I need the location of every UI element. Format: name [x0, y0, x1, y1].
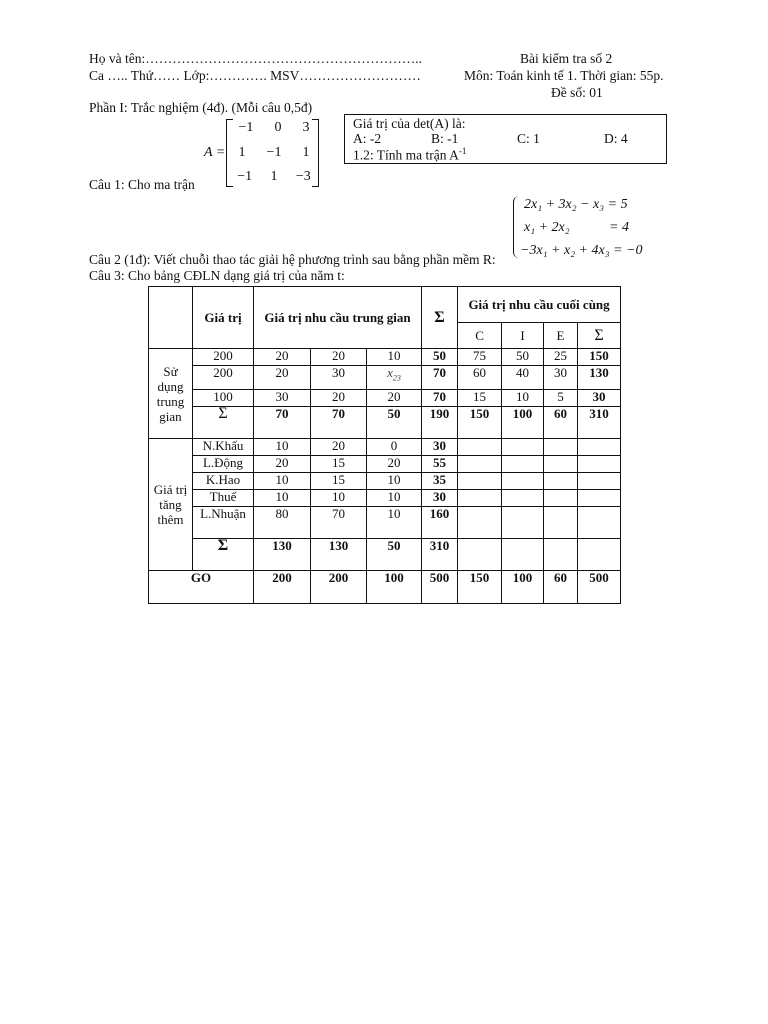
table-cell: Σ: [193, 539, 254, 571]
table-row-sum: [149, 407, 621, 439]
table-cell: 50: [367, 407, 422, 439]
empty-cell: [502, 473, 544, 490]
table-cell: 310: [422, 539, 458, 571]
go-label: GO: [149, 571, 254, 604]
empty-cell: [544, 507, 578, 539]
table-cell: 200: [254, 571, 311, 604]
matrix-cell: −1: [238, 120, 254, 135]
part1-title: Phần I: Trắc nghiệm (4đ). (Mỗi câu 0,5đ): [89, 100, 313, 115]
table-cell: 30: [422, 439, 458, 456]
empty-cell: [458, 439, 502, 456]
header-intermediate-demand: Giá trị nhu cầu trung gian: [254, 287, 422, 349]
empty-cell: [544, 456, 578, 473]
empty-cell: [458, 507, 502, 539]
table-cell: 10: [254, 473, 311, 490]
table-cell: 40: [502, 366, 544, 390]
matrix-cell: −1: [266, 145, 282, 160]
table-row: [149, 390, 621, 407]
io-table: [148, 286, 621, 604]
table-cell: 50: [502, 349, 544, 366]
table-cell: 30: [254, 390, 311, 407]
table-cell: 70: [311, 507, 367, 539]
empty-cell: [502, 490, 544, 507]
table-row: [149, 456, 621, 473]
matrix-cell: 3: [302, 120, 310, 135]
table-cell: 50: [367, 539, 422, 571]
table-cell: 5: [544, 390, 578, 407]
empty-cell: [578, 490, 621, 507]
table-cell: 55: [422, 456, 458, 473]
matrix-cell: 1: [238, 145, 246, 160]
table-cell: 0: [367, 439, 422, 456]
table-cell: 15: [311, 456, 367, 473]
option-a: A: -2: [353, 131, 382, 146]
table-cell: 60: [544, 571, 578, 604]
table-cell: 20: [367, 390, 422, 407]
class-info-line: Ca ….. Thứ…… Lớp:…………. MSV………………………: [89, 68, 421, 83]
matrix-cell: −1: [237, 169, 253, 184]
table-cell: 15: [311, 473, 367, 490]
empty-cell: [578, 439, 621, 456]
table-cell: L.Động: [193, 456, 254, 473]
table-row-go: [149, 571, 621, 604]
test-title: Bài kiểm tra số 2: [520, 51, 613, 66]
question-3: Câu 3: Cho bảng CĐLN dạng giá trị của năm t:: [89, 268, 345, 283]
table-cell: 200: [311, 571, 367, 604]
table-cell: 200: [193, 366, 254, 390]
box-question-line: Giá trị của det(A) là:: [353, 116, 466, 131]
header-gia-tri: Giá trị: [193, 287, 254, 349]
table-cell: 10: [311, 490, 367, 507]
equation-2-rhs: = 4: [609, 220, 629, 235]
option-c: C: 1: [517, 131, 540, 146]
header-e: E: [544, 323, 578, 349]
table-row: [149, 439, 621, 456]
table-cell: 20: [367, 456, 422, 473]
table-cell: 100: [502, 571, 544, 604]
header-empty-cell: [149, 287, 193, 349]
table-cell: 20: [254, 366, 311, 390]
table-cell: 20: [311, 439, 367, 456]
unknown-x23-cell: $x_{23}$: [367, 366, 422, 390]
empty-cell: [578, 507, 621, 539]
group-label-value-added: Giá trị tăng thêm: [149, 439, 193, 571]
table-row: [149, 349, 621, 366]
table-row-sum: [149, 539, 621, 571]
table-cell: 60: [458, 366, 502, 390]
table-row: [149, 366, 621, 390]
empty-cell: [578, 456, 621, 473]
table-cell: 30: [578, 390, 621, 407]
matrix-row-1: [228, 120, 320, 136]
table-cell: 100: [502, 407, 544, 439]
table-cell: 130: [578, 366, 621, 390]
table-cell: 75: [458, 349, 502, 366]
matrix-cell: 0: [274, 120, 282, 135]
table-cell: 10: [254, 490, 311, 507]
empty-cell: [544, 490, 578, 507]
table-cell: 500: [578, 571, 621, 604]
question-1: Câu 1: Cho ma trận: [89, 177, 195, 192]
table-cell: 60: [544, 407, 578, 439]
empty-cell: [502, 456, 544, 473]
table-cell: 130: [311, 539, 367, 571]
table-cell: 70: [422, 390, 458, 407]
table-cell: 80: [254, 507, 311, 539]
subject-line: Môn: Toán kinh tế 1. Thời gian: 55p.: [464, 68, 664, 83]
table-cell: 100: [193, 390, 254, 407]
table-cell: Thuế: [193, 490, 254, 507]
table-cell: 10: [367, 473, 422, 490]
table-cell: 20: [254, 349, 311, 366]
table-cell: 10: [502, 390, 544, 407]
table-cell: 10: [254, 439, 311, 456]
empty-cell: [458, 490, 502, 507]
group-label-intermediate-use: Sử dụng trung gian: [149, 349, 193, 439]
table-row: [149, 507, 621, 539]
table-cell: 160: [422, 507, 458, 539]
system-brace: [513, 196, 520, 258]
table-cell: 25: [544, 349, 578, 366]
table-cell: 310: [578, 407, 621, 439]
student-name-line: Họ và tên:……………………………………………………..: [89, 51, 422, 66]
empty-cell: [544, 439, 578, 456]
matrix-cell: −3: [295, 169, 311, 184]
question-2: Câu 2 (1đ): Viết chuỗi thao tác giải hệ phương trình sau bằng phần mềm R:: [89, 252, 496, 267]
header-c: C: [458, 323, 502, 349]
table-cell: N.Khấu: [193, 439, 254, 456]
table-cell: 200: [193, 349, 254, 366]
table-cell: 20: [311, 349, 367, 366]
table-cell: L.Nhuận: [193, 507, 254, 539]
empty-cell: [458, 539, 502, 571]
matrix-label: A =: [204, 145, 226, 160]
table-cell: 10: [367, 490, 422, 507]
header-sigma-intermediate: Σ: [422, 287, 458, 349]
table-cell: Σ: [193, 407, 254, 439]
table-row: [149, 490, 621, 507]
table-cell: 10: [367, 349, 422, 366]
table-cell: K.Hao: [193, 473, 254, 490]
matrix-cell: 1: [302, 145, 310, 160]
table-cell: 150: [578, 349, 621, 366]
header-i: I: [502, 323, 544, 349]
empty-cell: [578, 539, 621, 571]
table-cell: 190: [422, 407, 458, 439]
table-cell: 150: [458, 571, 502, 604]
matrix-row-2: [228, 145, 320, 161]
matrix-row-3: [228, 169, 320, 185]
table-cell: 150: [458, 407, 502, 439]
table-cell: 30: [544, 366, 578, 390]
table-cell: 130: [254, 539, 311, 571]
table-cell: 70: [422, 366, 458, 390]
empty-cell: [544, 539, 578, 571]
header-final-demand: Giá trị nhu cầu cuối cùng: [458, 287, 621, 323]
empty-cell: [578, 473, 621, 490]
table-cell: 10: [367, 507, 422, 539]
table-cell: 20: [311, 390, 367, 407]
option-b: B: -1: [431, 131, 459, 146]
table-cell: 500: [422, 571, 458, 604]
empty-cell: [502, 507, 544, 539]
box-question-1-2: 1.2: Tính ma trận $A^{-1}$: [353, 146, 467, 163]
empty-cell: [544, 473, 578, 490]
table-row: [149, 473, 621, 490]
table-cell: 15: [458, 390, 502, 407]
header-sigma-final: Σ: [578, 323, 621, 349]
question-box: [344, 114, 667, 164]
equation-2-lhs: x₁ + 2x₂: [524, 220, 570, 235]
empty-cell: [458, 456, 502, 473]
table-cell: 30: [311, 366, 367, 390]
empty-cell: [502, 439, 544, 456]
equation-1: 2x₁ + 3x₂ − x₃ = 5: [524, 197, 628, 212]
option-d: D: 4: [604, 131, 628, 146]
table-cell: 70: [254, 407, 311, 439]
table-cell: 35: [422, 473, 458, 490]
exam-code: Đề số: 01: [551, 85, 603, 100]
table-cell: 70: [311, 407, 367, 439]
empty-cell: [458, 473, 502, 490]
empty-cell: [502, 539, 544, 571]
table-cell: 30: [422, 490, 458, 507]
table-cell: 20: [254, 456, 311, 473]
equation-3: −3x₁ + x₂ + 4x₃ = −0: [520, 243, 643, 258]
matrix-cell: 1: [270, 169, 278, 184]
table-cell: 100: [367, 571, 422, 604]
table-cell: 50: [422, 349, 458, 366]
